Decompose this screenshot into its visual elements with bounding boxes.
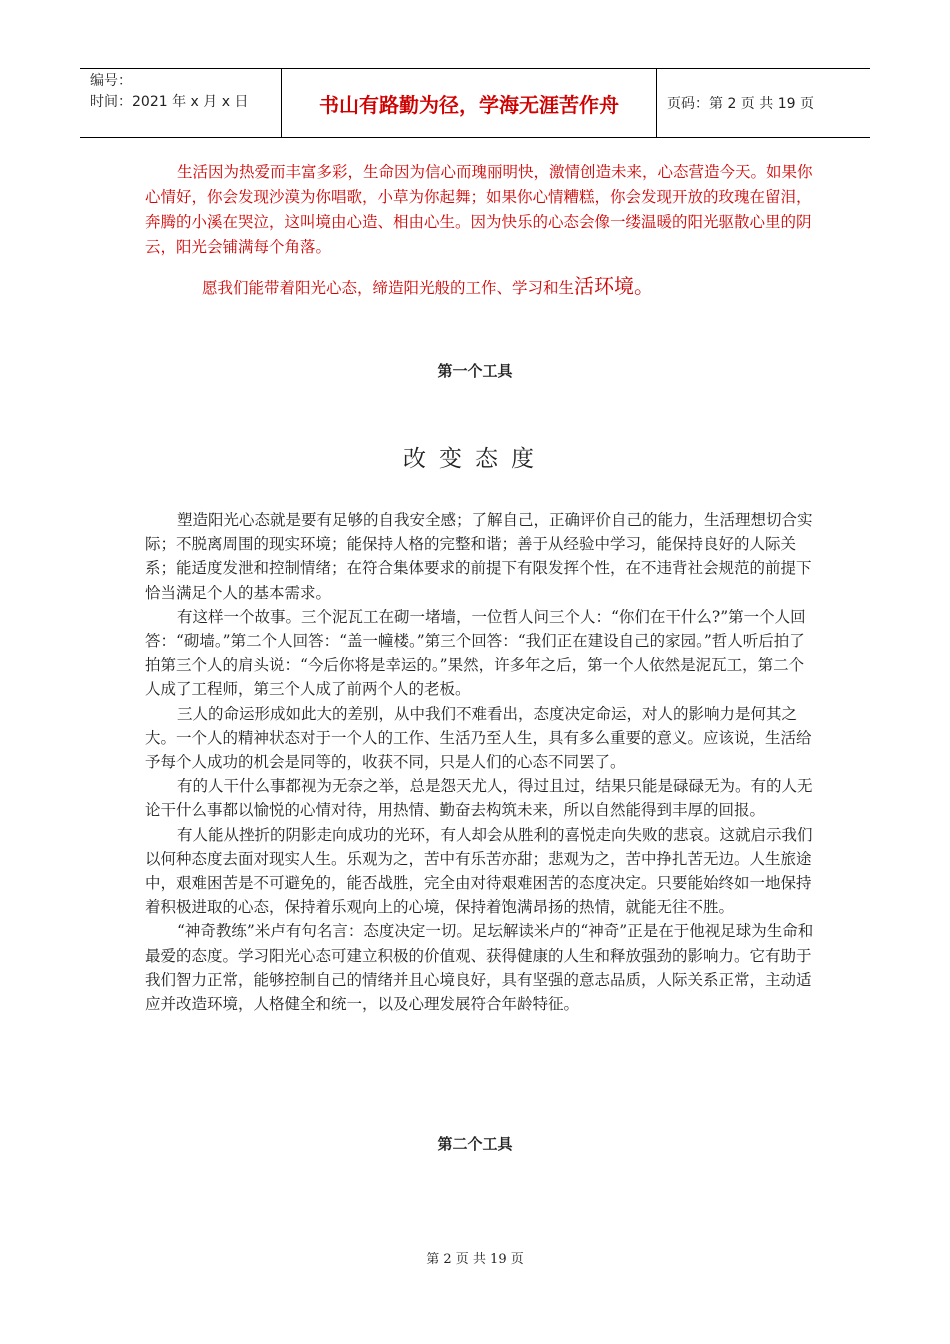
page-header bbox=[80, 68, 870, 138]
page-footer: 第 2 页 共 19 页 bbox=[426, 1252, 524, 1267]
intro-paragraph: 生活因为热爱而丰富多彩，生命因为信心而瑰丽明快，激情创造未来，心态营造今天。如果你心情好，你会发现沙漠为你唱歌，小草为你起舞；如果你心情糟糕，你会发现开放的玫瑰在留泪，奔腾的小溪在哭泣，这叫境由心造、相由心生。因为快乐的心态会像一缕温暖的阳光驱散心里的阴云，阳光会铺满每个角落。 bbox=[145, 163, 813, 256]
intro-block bbox=[145, 160, 817, 260]
header-motto: 书山有路勤为径，学海无涯苦作舟 bbox=[282, 69, 657, 137]
header-meta-cell bbox=[80, 69, 282, 137]
paragraph: 三人的命运形成如此大的差别，从中我们不难看出，态度决定命运，对人的影响力是何其之大。一个人的精神状态对于一个人的工作、生活乃至人生，具有多么重要的意义。应该说，生活给予每个人成功的机会是同等的，收获不同，只是人们的心态不同罢了。 bbox=[145, 704, 812, 772]
wish-line bbox=[202, 270, 654, 299]
paragraph: 有的人干什么事都视为无奈之举，总是怨天尤人，得过且过，结果只能是碌碌无为。有的人无论干什么事都以愉悦的心情对待，用热情、勤奋去构筑未来，所以自然能得到丰厚的回报。 bbox=[145, 777, 813, 820]
wish-main: 愿我们能带着阳光心态，缔造阳光般的工作、学习和生 bbox=[202, 279, 575, 297]
header-page-label: 页码：第 2 页 共 19 页 bbox=[667, 96, 814, 112]
paragraph: 有人能从挫折的阴影走向成功的光环，有人却会从胜利的喜悦走向失败的悲哀。这就启示我们以何种态度去面对现实人生。乐观为之，苦中有乐苦亦甜；悲观为之，苦中挣扎苦无边。人生旅途中，艰难困苦是不可避免的，能否战胜，完全由对待艰难困苦的态度决定。只要能始终如一地保持着积极进取的心态，保持着乐观向上的心境，保持着饱满昂扬的热情，就能无往不胜。 bbox=[145, 825, 813, 917]
tool2-label: 第二个工具 bbox=[437, 1135, 513, 1153]
body-text bbox=[145, 508, 817, 1016]
time-label: 时间：2021 年 x 月 x 日 bbox=[90, 94, 249, 110]
number-label: 编号： bbox=[90, 73, 132, 89]
section-title: 改变态度 bbox=[403, 446, 547, 472]
wish-big: 活环境。 bbox=[574, 274, 655, 298]
paragraph: “神奇教练”米卢有句名言：态度决定一切。足坛解读米卢的“神奇”正是在于他视足球为生命和最爱的态度。学习阳光心态可建立积极的价值观、获得健康的人生和释放强劲的影响力。它有助于我们智力正常，能够控制自己的情绪并且心境良好，具有坚强的意志品质，人际关系正常，主动适应并改造环境，人格健全和统一，以及心理发展符合年龄特征。 bbox=[145, 922, 814, 1014]
paragraph: 有这样一个故事。三个泥瓦工在砌一堵墙，一位哲人问三个人：“你们在干什么?”第一个人回答：“砌墙。”第二个人回答：“盖一幢楼。”第三个回答：“我们正在建设自己的家园。”哲人听后拍了拍第三个人的肩头说：“今后你将是幸运的。”果然，许多年之后，第一个人依然是泥瓦工，第二个人成了工程师，第三个人成了前两个人的老板。 bbox=[145, 607, 806, 699]
paragraph: 塑造阳光心态就是要有足够的自我安全感；了解自己，正确评价自己的能力，生活理想切合实际；不脱离周围的现实环境；能保持人格的完整和谐；善于从经验中学习，能保持良好的人际关系；能适度发泄和控制情绪；在符合集体要求的前提下有限发挥个性，在不违背社会规范的前提下恰当满足个人的基本需求。 bbox=[145, 511, 813, 602]
tool1-label: 第一个工具 bbox=[437, 362, 513, 380]
